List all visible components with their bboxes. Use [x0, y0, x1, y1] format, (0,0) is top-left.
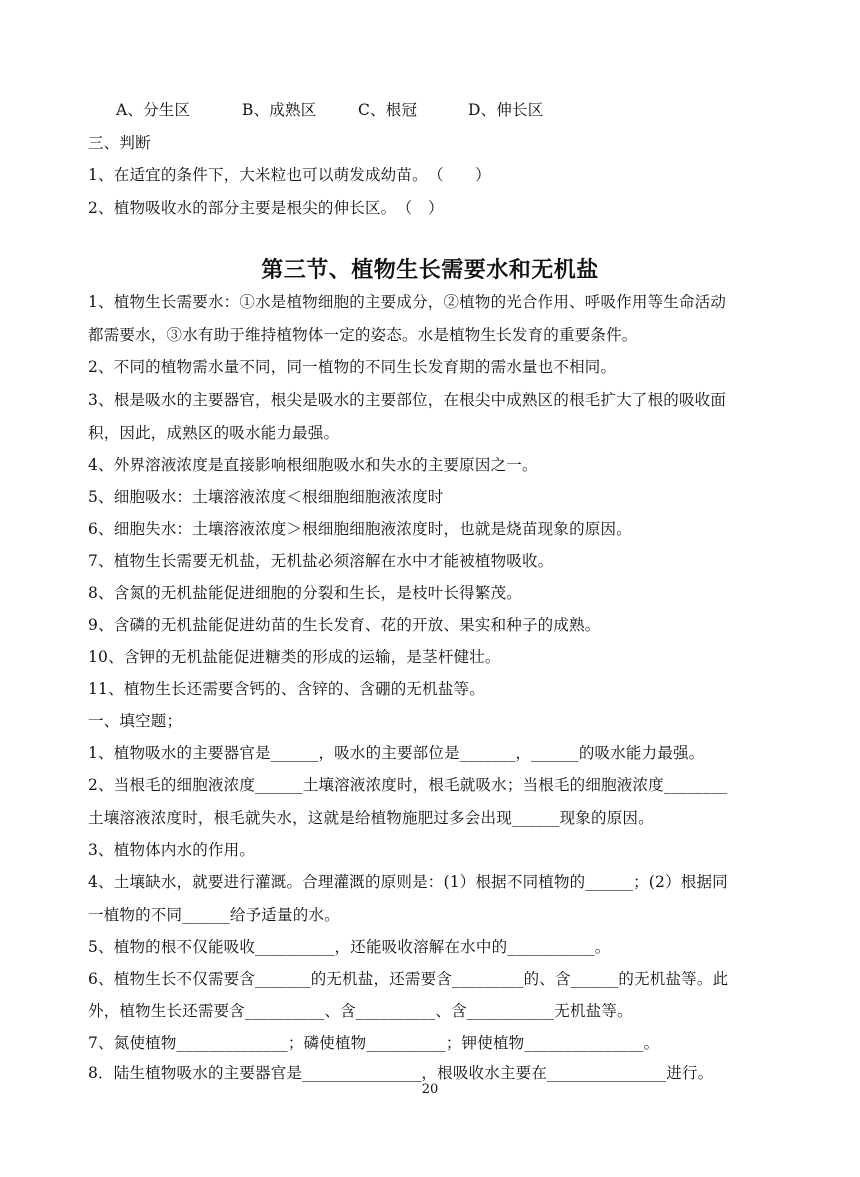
content-line: 9、含磷的无机盐能促进幼苗的生长发育、花的开放、果实和种子的成熟。: [88, 616, 601, 634]
content-line: 11、植物生长还需要含钙的、含锌的、含硼的无机盐等。: [88, 680, 485, 698]
section-title: 第三节、植物生长需要水和无机盐: [261, 257, 599, 283]
content-line: 6、细胞失水：土壤溶液浓度＞根细胞细胞液浓度时，也就是烧苗现象的原因。: [88, 520, 632, 538]
option-a: A、分生区: [116, 101, 191, 119]
content-line: 1、植物生长需要水：①水是植物细胞的主要成分，②植物的光合作用、呼吸作用等生命活动: [88, 293, 727, 311]
content-line: 3、植物体内水的作用。: [88, 841, 256, 859]
content-line: 2、不同的植物需水量不同，同一植物的不同生长发育期的需水量也不相同。: [88, 358, 617, 376]
answer-options-line: [88, 100, 778, 120]
content-line: 积，因此，成熟区的吸水能力最强。: [88, 424, 340, 442]
content-line: 外，植物生长还需要含__________、含__________、含___________无机盐等。: [88, 1002, 633, 1020]
content-line: 5、细胞吸水：土壤溶液浓度＜根细胞细胞液浓度时: [88, 488, 444, 506]
judge-item-2: 2、植物吸收水的部分主要是根尖的伸长区。 （ ）: [88, 199, 444, 217]
option-d: D、伸长区: [468, 101, 544, 119]
content-line: 土壤溶液浓度时，根毛就失水，这就是给植物施肥过多会出现______现象的原因。: [88, 809, 654, 827]
content-line: 8、含氮的无机盐能促进细胞的分裂和生长，是枝叶长得繁茂。: [88, 584, 522, 602]
content-line: 7、植物生长需要无机盐，无机盐必须溶解在水中才能被植物吸收。: [88, 552, 554, 570]
content-line: 10、含钾的无机盐能促进糖类的形成的运输，是茎杆健壮。: [88, 648, 501, 666]
content-line: 4、外界溶液浓度是直接影响根细胞吸水和失水的主要原因之一。: [88, 456, 538, 474]
option-c: C、根冠: [358, 101, 418, 119]
fill-blank-heading: 一、填空题；: [88, 712, 183, 730]
content-line: 8．陆生植物吸水的主要器官是_______________，根吸收水主要在_______________进行。: [88, 1064, 714, 1082]
content-line: 2、当根毛的细胞液浓度______土壤溶液浓度时，根毛就吸水；当根毛的细胞液浓度________: [88, 776, 728, 794]
option-b: B、成熟区: [242, 101, 317, 119]
content-line: 1、植物吸水的主要器官是______，吸水的主要部位是_______，______的吸水能力最强。: [88, 744, 705, 762]
content-line: 7、氮使植物______________；磷使植物__________；钾使植物_______________。: [88, 1034, 660, 1052]
page-number: 20: [421, 1082, 439, 1097]
judge-item-1: 1、在适宜的条件下，大米粒也可以萌发成幼苗。 （ ）: [88, 166, 491, 184]
content-line: 都需要水，③水有助于维持植物体一定的姿态。水是植物生长发育的重要条件。: [88, 326, 638, 344]
content-line: 5、植物的根不仅能吸收__________，还能吸收溶解在水中的___________。: [88, 938, 611, 956]
judge-heading: 三、判断: [88, 134, 151, 152]
content-line: 4、土壤缺水，就要进行灌溉。合理灌溉的原则是：(1）根据不同植物的______；(2）根据同: [88, 873, 728, 891]
content-line: 6、植物生长不仅需要含_______的无机盐，还需要含_________的、含______的无机盐等。此: [88, 970, 729, 988]
content-line: 一植物的不同______给予适量的水。: [88, 906, 340, 924]
content-line: 3、根是吸水的主要器官，根尖是吸水的主要部位，在根尖中成熟区的根毛扩大了根的吸收面: [88, 391, 727, 409]
